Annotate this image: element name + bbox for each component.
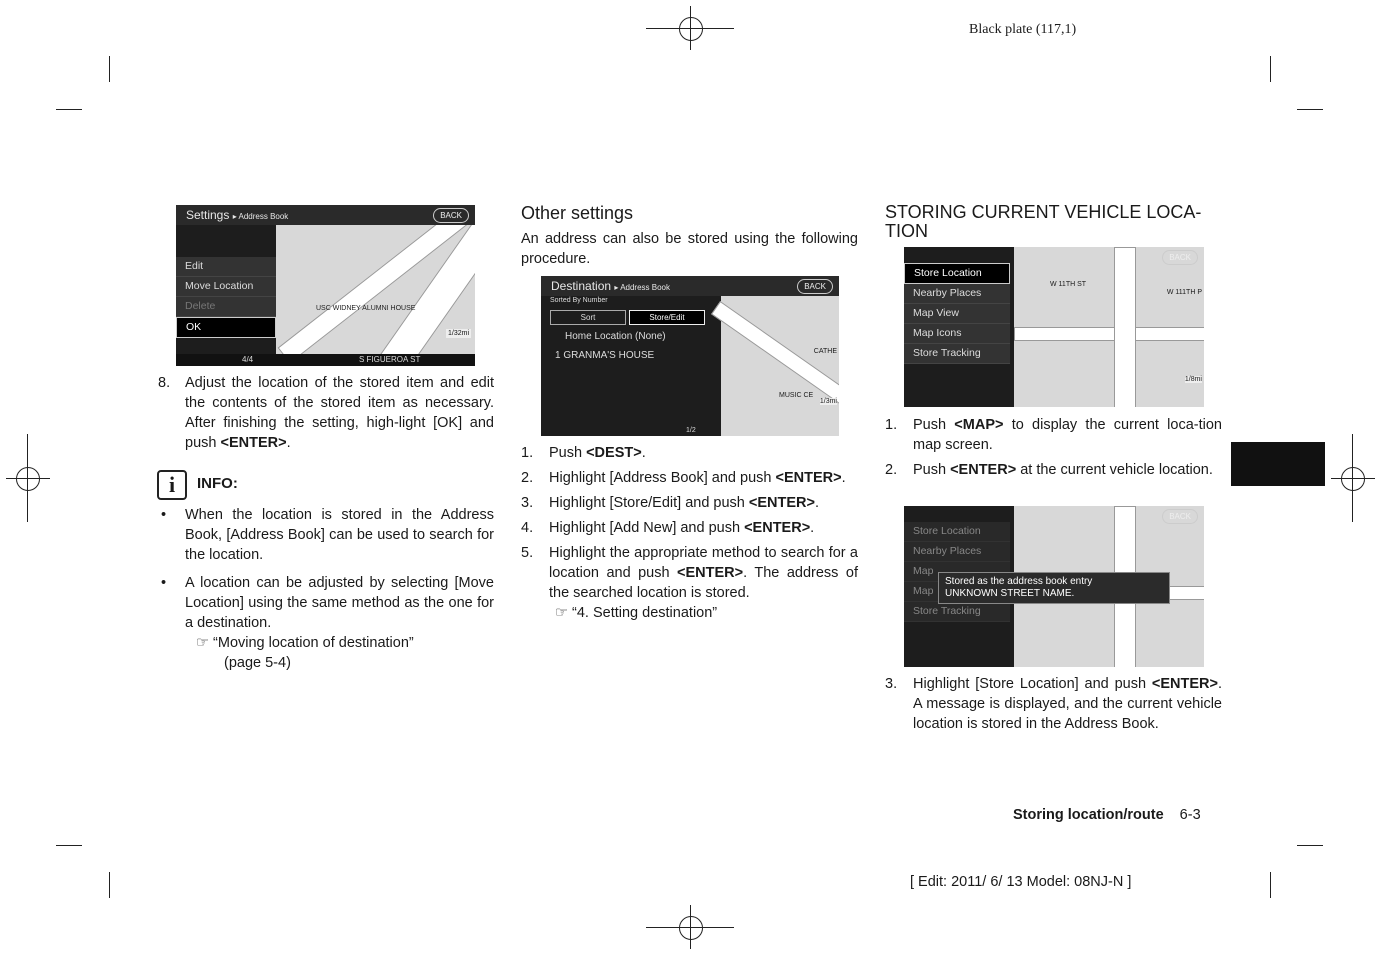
sort-button[interactable]: Sort bbox=[550, 310, 626, 325]
step-8: 8. Adjust the location of the stored item and edit the contents of the stored item as necessary. After finishing the setting, high-light [OK] and push <ENTER>. bbox=[158, 375, 494, 451]
settings-screenshot bbox=[176, 205, 475, 366]
info-bullet: • When the location is stored in the Address Book, [Address Book] can be used to search for the location. bbox=[161, 507, 494, 563]
destination-screenshot bbox=[541, 276, 839, 436]
reference-icon: ☞ bbox=[196, 635, 209, 651]
steps-list bbox=[521, 443, 858, 623]
menu-item-edit[interactable]: Edit bbox=[176, 257, 276, 277]
reference-link[interactable]: ☞ “Moving location of destination” (page 5-4) bbox=[196, 635, 414, 671]
section-heading: STORING CURRENT VEHICLE LOCA-TION bbox=[885, 202, 1202, 241]
menu-item-map-view[interactable]: Map View bbox=[904, 304, 1010, 324]
menu-item-delete[interactable]: Delete bbox=[176, 297, 276, 317]
address-row[interactable]: Home Location (None) bbox=[565, 331, 666, 342]
menu-item-store-location[interactable]: Store Location bbox=[904, 263, 1010, 284]
section-tab bbox=[1231, 442, 1325, 486]
page-footer bbox=[1013, 807, 1201, 823]
menu-item-move-location[interactable]: Move Location bbox=[176, 277, 276, 297]
section-name: Storing location/route bbox=[1013, 807, 1164, 823]
menu-item-ok[interactable]: OK bbox=[176, 317, 276, 338]
page-number: 6-3 bbox=[1179, 807, 1201, 823]
intro-text: An address can also be stored using the following procedure. bbox=[521, 231, 858, 267]
map-menu bbox=[904, 263, 1010, 364]
menu-item-store-tracking[interactable]: Store Tracking bbox=[904, 344, 1010, 364]
screen-title: Destination ▸ Address Book bbox=[541, 276, 839, 296]
back-button[interactable]: BACK bbox=[1162, 509, 1198, 524]
stored-message-screenshot bbox=[904, 506, 1204, 667]
settings-menu bbox=[176, 257, 276, 338]
menu-item-map-icons[interactable]: Map bbox=[904, 582, 1010, 602]
back-button[interactable]: BACK bbox=[797, 279, 833, 294]
list-item: 2. Highlight [Address Book] and push <ENTER>. bbox=[521, 470, 846, 486]
menu-item-nearby-places[interactable]: Nearby Places bbox=[904, 284, 1010, 304]
back-button[interactable]: BACK bbox=[1162, 250, 1198, 265]
steps-list bbox=[885, 415, 1222, 480]
menu-item-store-tracking[interactable]: Store Tracking bbox=[904, 602, 1010, 622]
store-edit-button[interactable]: Store/Edit bbox=[629, 310, 705, 325]
sort-label: Sorted By Number bbox=[550, 297, 608, 304]
map-view: W 11TH ST W 111TH P 1/8mi bbox=[1014, 247, 1204, 407]
map-menu-screenshot bbox=[904, 247, 1204, 407]
list-item: 3. Highlight [Store/Edit] and push <ENTER>. bbox=[521, 495, 820, 511]
address-row[interactable]: 1 GRANMA'S HOUSE bbox=[555, 350, 655, 361]
list-item: 1. Push <DEST>. bbox=[521, 445, 646, 461]
menu-item-store-location[interactable]: Store Location bbox=[904, 522, 1010, 542]
list-item: 2. Push <ENTER> at the current vehicle location. bbox=[885, 462, 1213, 478]
info-bullet: • A location can be adjusted by selecting [Move Location] using the same method as the one for a destination. bbox=[161, 575, 494, 631]
reference-link[interactable]: ☞ “4. Setting destination” bbox=[555, 605, 718, 621]
back-button[interactable]: BACK bbox=[433, 208, 469, 223]
edit-info: [ Edit: 2011/ 6/ 13 Model: 08NJ-N ] bbox=[910, 874, 1132, 890]
map-label: USC WIDNEY ALUMNI HOUSE bbox=[316, 305, 416, 312]
page-indicator: 1/2 bbox=[686, 427, 696, 434]
info-label: INFO: bbox=[197, 475, 238, 492]
map-view bbox=[276, 225, 475, 366]
section-heading: Other settings bbox=[521, 203, 634, 223]
reference-icon: ☞ bbox=[555, 605, 568, 621]
status-bar: 4/4 S FIGUEROA ST bbox=[176, 354, 475, 366]
menu-item-map-icons[interactable]: Map Icons bbox=[904, 324, 1010, 344]
list-item: 1. Push <MAP> to display the current loca-tion map screen. bbox=[885, 417, 1222, 453]
plate-label: Black plate (117,1) bbox=[969, 22, 1077, 37]
screen-title: Settings ▸ Address Book bbox=[176, 205, 475, 225]
stored-message-dialog: Stored as the address book entry UNKNOWN STREET NAME. bbox=[938, 572, 1170, 604]
info-bullets bbox=[158, 505, 494, 673]
info-icon: i bbox=[157, 470, 187, 500]
map-view: CATHE MUSIC CE 1/3mi bbox=[721, 296, 839, 436]
step-3: 3. Highlight [Store Location] and push <ENTER>. A message is displayed, and the current vehicle location is stored in the Address Book. bbox=[885, 676, 1222, 732]
menu-item-map-view[interactable]: Map bbox=[904, 562, 1010, 582]
menu-item-nearby-places[interactable]: Nearby Places bbox=[904, 542, 1010, 562]
list-item: 5. Highlight the appropriate method to search for a location and push <ENTER>. The address of the searched location is stored. bbox=[521, 545, 858, 601]
list-item: 4. Highlight [Add New] and push <ENTER>. bbox=[521, 520, 815, 536]
scale-indicator: 1/32mi bbox=[447, 330, 469, 337]
